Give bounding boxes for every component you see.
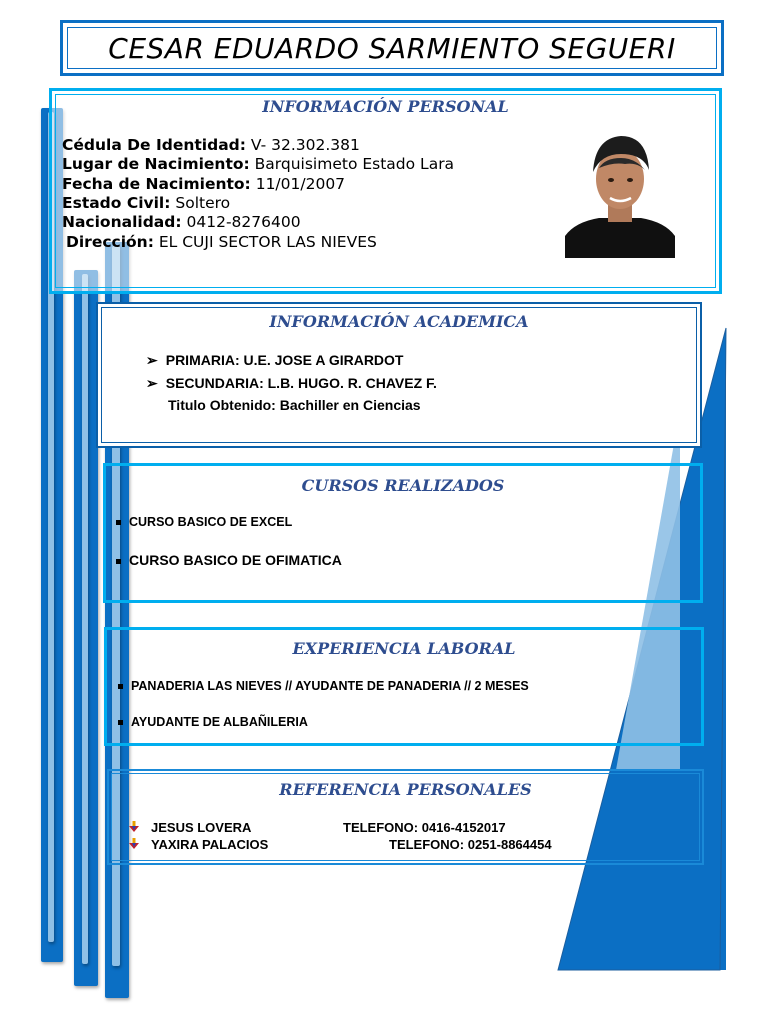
academic-item-primaria: ➢ PRIMARIA: U.E. JOSE A GIRARDOT [146, 352, 404, 368]
square-bullet-icon [116, 520, 121, 525]
reference-phone-1: TELEFONO: 0416-4152017 [343, 820, 506, 835]
academic-degree: Titulo Obtenido: Bachiller en Ciencias [168, 397, 421, 413]
arrow-bullet-icon: ➢ [146, 375, 158, 391]
work-item-albanileria: AYUDANTE DE ALBAÑILERIA [118, 715, 308, 729]
field-nacionalidad: Nacionalidad: 0412-8276400 [62, 213, 301, 231]
field-estado-civil: Estado Civil: Soltero [62, 194, 231, 212]
reference-phone-2: TELEFONO: 0251-8864454 [389, 837, 552, 852]
square-bullet-icon [118, 684, 123, 689]
arrow-down-bullet-icon [129, 838, 139, 850]
name-header-box [60, 20, 724, 76]
course-item-ofimatica: CURSO BASICO DE OFIMATICA [116, 552, 342, 568]
academic-info-title: INFORMACIÓN ACADEMICA [269, 312, 529, 331]
work-experience-title: EXPERIENCIA LABORAL [292, 639, 516, 658]
references-title: REFERENCIA PERSONALES [279, 780, 532, 799]
personal-info-title: INFORMACIÓN PERSONAL [262, 97, 509, 116]
arrow-bullet-icon: ➢ [146, 352, 158, 368]
field-fecha-nacimiento: Fecha de Nacimiento: 11/01/2007 [62, 175, 346, 193]
field-lugar-nacimiento: Lugar de Nacimiento: Barquisimeto Estado Lara [62, 155, 455, 173]
field-cedula: Cédula De Identidad: V- 32.302.381 [62, 136, 360, 154]
square-bullet-icon [116, 559, 121, 564]
arrow-down-bullet-icon [129, 821, 139, 833]
field-direccion: Dirección: EL CUJI SECTOR LAS NIEVES [66, 233, 377, 251]
work-item-panaderia: PANADERIA LAS NIEVES // AYUDANTE DE PANADERIA // 2 MESES [118, 679, 529, 693]
page-title: CESAR EDUARDO SARMIENTO SEGUERI [108, 31, 676, 65]
courses-title: CURSOS REALIZADOS [301, 476, 505, 495]
reference-name-2: YAXIRA PALACIOS [151, 837, 269, 852]
academic-item-secundaria: ➢ SECUNDARIA: L.B. HUGO. R. CHAVEZ F. [146, 375, 437, 391]
course-item-excel: CURSO BASICO DE EXCEL [116, 515, 292, 529]
square-bullet-icon [118, 720, 123, 725]
profile-photo [565, 124, 675, 258]
decorative-bar-2-stripe [82, 274, 88, 964]
reference-name-1: JESUS LOVERA [151, 820, 252, 835]
